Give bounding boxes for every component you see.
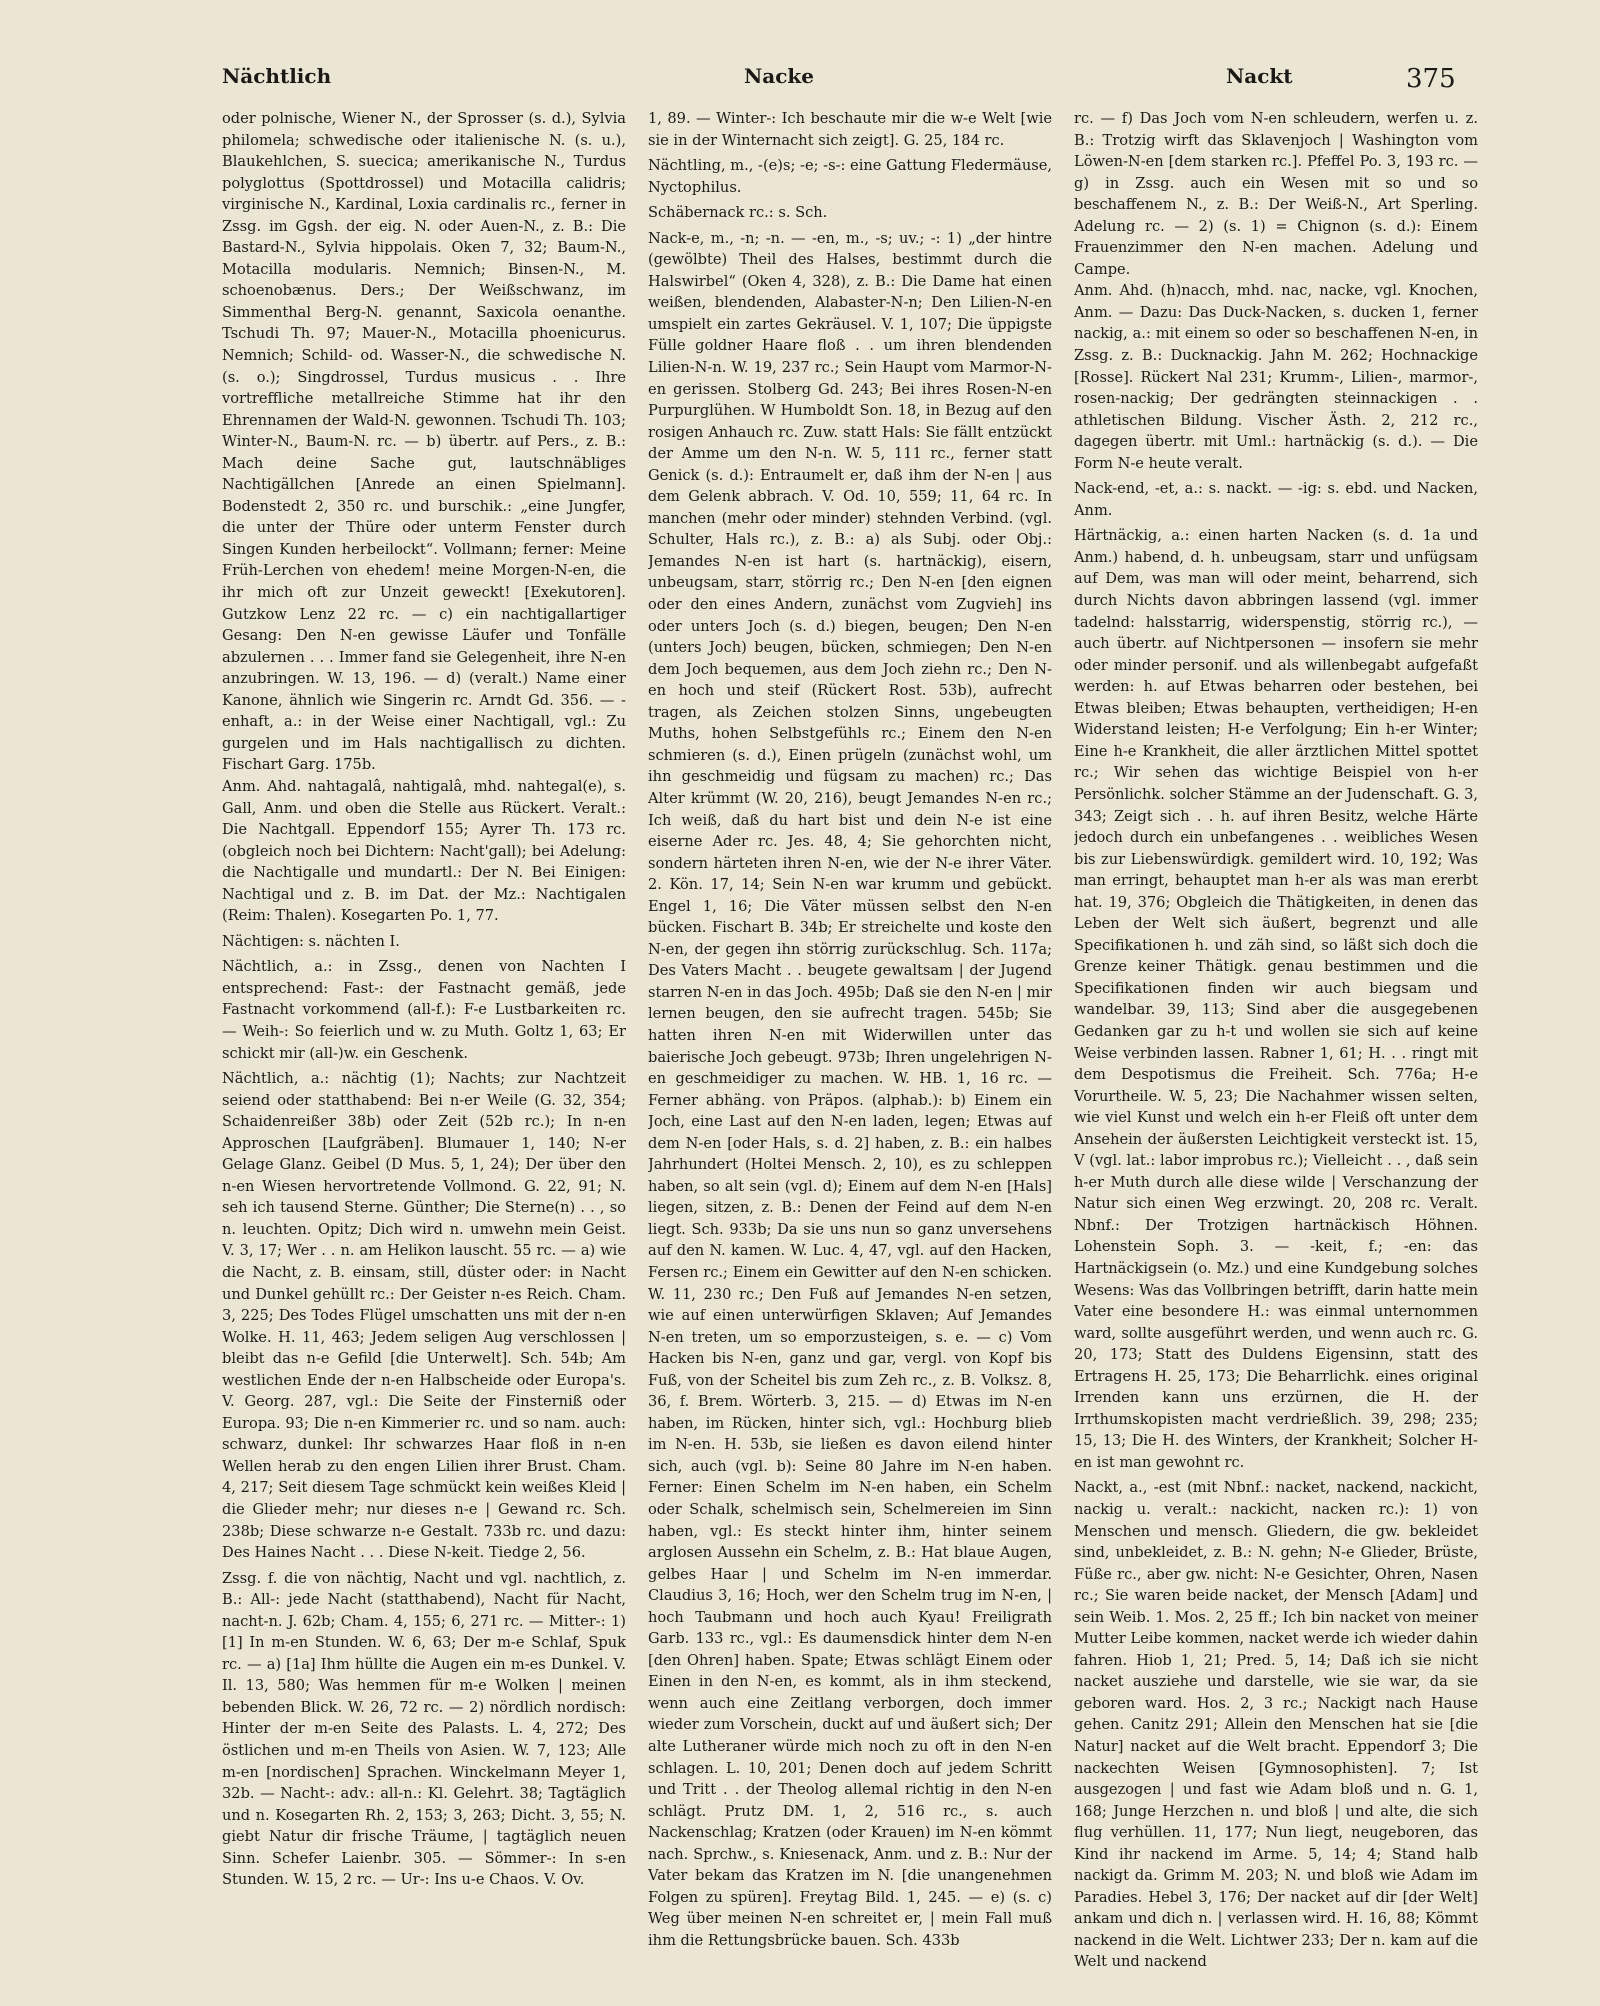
entry-continuation: oder polnische, Wiener N., der Sprosser (s. d.), Sylvia philomela; schwedische oder italienische N. (s. u.), Blaukehlchen, S. suecica; amerikanische N., Turdus polyglottus (Spottdrossel) und Motacilla calidris; virginische N., Kardinal, Loxia cardinalis rc., ferner in Zssg. im Ggsh. der eig. N. oder Auen-N., z. B.: Die Bastard-N., Sylvia hippolais. Oken 7, 32; Baum-N., Motacilla modularis. Nemnich; Binsen-N., M. schoenobænus. Ders.; Der Weißschwanz, im Simmenthal Berg-N. genannt, Saxicola oenanthe. Tschudi Th. 97; Mauer-N., Motacilla phoenicurus. Nemnich; Schild- od. Wasser-N., die schwedische N. (s. o.); Singdrossel, Turdus musicus . . Ihre vortreffliche metallreiche Stimme hat ihr den Ehrennamen der Wald-N. gewonnen. Tschudi Th. 103; Winter-N., Baum-N. rc. — b) übertr. auf Pers., z. B.: Mach deine Sache gut, lautschnäbliges Nachtigällchen [Anrede an einen Spielmann]. Bodenstedt 2, 350 rc. und burschik.: „eine Jungfer, die unter der Thüre oder unterm Fenster durch Singen Kunden herbeilockt“. Vollmann; ferner: Meine Früh-Lerchen von ehedem! meine Morgen-N-en, die ihr mich oft zur Unzeit geweckt! [Exekutoren]. Gutzkow Lenz 22 rc. — c) ein nachtigallartiger Gesang: Den N-en gewisse Läufer und Tonfälle abzulernen . . . Immer fand sie Gelegenheit, ihre N-en anzubringen. W. 13, 196. — d) (veralt.) Name einer Kanone, ähnlich wie Singerin rc. Arndt Gd. 356. — -enhaft, a.: in der Weise einer Nachtigall, vgl.: Zu gurgelen und im Hals nachtigallisch zu dichten. Fischart Garg. 175b. xyxy=(222,110,626,774)
dictionary-entry: Nächtigen: s. nächten I. xyxy=(222,932,400,950)
column-left xyxy=(222,108,626,1988)
entry-continuation: rc. — f) Das Joch vom N-en schleudern, werfen u. z. B.: Trotzig wirft das Sklavenjoch | Washington vom Löwen-N-en [dem starken rc.]. Pfeffel Po. 3, 193 rc. — g) in Zssg. auch ein Wesen mit so und so beschaffenem N., z. B.: Der Weiß-N., Art Sperling. Adelung rc. — 2) (s. 1) = Chignon (s. d.): Einem Frauenzimmer den N-en machen. Adelung und Campe. xyxy=(1074,110,1478,278)
column-right xyxy=(1074,108,1478,1988)
entry-continuation: Anm. Ahd. nahtagalâ, nahtigalâ, mhd. nahtegal(e), s. Gall, Anm. und oben die Stelle aus Rückert. Veralt.: Die Nachtgall. Eppendorf 155; Ayrer Th. 173 rc. (obgleich noch bei Dichtern: Nacht'gall); bei Adelung: die Nachtigalle und mundartl.: Der N. Bei Einigen: Nachtigal und z. B. im Dat. der Mz.: Nachtigalen (Reim: Thalen). Kosegarten Po. 1, 77. xyxy=(222,777,626,925)
entry-continuation: 1, 89. — Winter-: Ich beschaute mir die w-e Welt [wie sie in der Winternacht sich zeigt]. G. 25, 184 rc. xyxy=(648,110,1052,149)
page-number: 375 xyxy=(1406,64,1456,94)
dictionary-entry: Nächtlich, a.: in Zssg., denen von Nachten I entsprechend: Fast-: der Fastnacht gemäß, jede Fastnacht vorkommend (all-f.): F-e Lustbarkeiten rc. — Weih-: So feierlich und w. zu Muth. Goltz 1, 63; Er schickt mir (all-)w. ein Geschenk. xyxy=(222,958,626,1062)
dictionary-entry: Nackt, a., -est (mit Nbnf.: nacket, nackend, nackicht, nackig u. veralt.: nackicht, nacken rc.): 1) von Menschen und mensch. Gliedern, die gw. bekleidet sind, unbekleidet, z. B.: N. gehn; N-e Glieder, Brüste, Füße rc., aber gw. nicht: N-e Gesichter, Ohren, Nasen rc.; Sie waren beide nacket, der Mensch [Adam] und sein Weib. 1. Mos. 2, 25 ff.; Ich bin nacket von meiner Mutter Leibe kommen, nacket werde ich wieder dahin fahren. Hiob 1, 21; Pred. 5, 14; Daß ich sie nicht nacket ausziehe und darstelle, wie sie war, da sie geboren ward. Hos. 2, 3 rc.; Nackigt nach Hause gehen. Canitz 291; Allein den Menschen hat sie [die Natur] nacket auf die Welt bracht. Eppendorf 3; Die nackechten Weisen [Gymnosophisten]. 7; Ist ausgezogen | und fast wie Adam bloß und n. G. 1, 168; Junge Herzchen n. und bloß | und alte, die sich flug verhüllen. 11, 177; Nun liegt, neugeboren, das Kind ihr nackend im Arme. 5, 14; 4; Stand halb nackigt da. Grimm M. 203; N. und bloß wie Adam im Paradies. Hebel 3, 176; Der nacket auf dir [der Welt] ankam und dich n. | verlassen wird. H. 16, 88; Kömmt nackend in die Welt. Lichtwer 233; Der n. kam auf die Welt und nackend xyxy=(1074,1479,1478,1971)
running-head-left: Nächtlich xyxy=(222,64,332,88)
dictionary-entry: Härtnäckig, a.: einen harten Nacken (s. d. 1a und Anm.) habend, d. h. unbeugsam, starr und unfügsam auf Dem, was man will oder meint, beharrend, sich durch Nichts davon abbringen lassend (vgl. immer tadelnd: halsstarrig, widerspenstig, störrig rc.), — auch übertr. auf Nichtpersonen — insofern sie mehr oder minder personif. und als willenbegabt aufgefaßt werden: h. auf Etwas beharren oder bestehen, bei Etwas bleiben; Etwas behaupten, vertheidigen; H-en Widerstand leisten; H-e Verfolgung; Ein h-er Winter; Eine h-e Krankheit, die aller ärztlichen Mittel spottet rc.; Wir sehen das wichtige Beispiel von h-er Persönlichk. solcher Stämme an der Judenschaft. G. 3, 343; Zeigt sich . . h. auf ihren Besitz, welche Härte jedoch durch ein unbefangenes . . weibliches Wesen bis zur Liebenswürdigk. gemildert wird. 10, 192; Was man erringt, behauptet man h-er als was man ererbt hat. 19, 376; Obgleich die Thätigkeiten, in denen das Leben der Welt sich äußert, begrenzt und alle Specifikationen h. und zäh sind, so läßt sich doch die Grenze keiner Thätigk. genau bestimmen und die Specifikationen finden wir auch biegsam und wandelbar. 39, 113; Sind aber die ausgegebenen Gedanken gar zu h-t und wollen sie sich auf keine Weise verbinden lassen. Rabner 1, 61; H. . . ringt mit dem Despotismus die Freiheit. Sch. 776a; H-e Vorurtheile. W. 5, 23; Die Nachahmer wissen selten, wie viel Kunst und welch ein h-er Fleiß oft unter dem Ansehein der äußersten Leichtigkeit versteckt ist. 15, V (vgl. lat.: labor improbus rc.); Vielleicht . . , daß sein h-er Muth durch alle diese wilde | Verschanzung der Natur sich einen Weg erzwingt. 20, 208 rc. Veralt. Nbnf.: Der Trotzigen hartnäckisch Höhnen. Lohenstein Soph. 3. — -keit, f.; -en: das Hartnäckigsein (o. Mz.) und eine Kundgebung solches Wesens: Was das Vollbringen betrifft, darin hatte mein Vater eine besondere H.: was einmal unternommen ward, sollte ausgeführt werden, und wenn auch rc. G. 20, 173; Statt des Duldens Eigensinn, statt des Ertragens H. 25, 173; Die Beharrlichk. eines original Irrenden kann uns erzürnen, die H. der Irrthumskopisten macht verdrießlich. 39, 298; 235; 15, 13; Die H. des Winters, der Krankheit; Solcher H-en ist man gewohnt rc. xyxy=(1074,527,1478,1471)
running-head-center: Nacke xyxy=(744,64,814,88)
running-head xyxy=(222,58,1480,98)
running-head-right: Nackt xyxy=(1226,64,1293,88)
dictionary-entry: Zssg. f. die von nächtig, Nacht und vgl. nachtlich, z. B.: All-: jede Nacht (statthabend), Nacht für Nacht, nacht-n. J. 62b; Cham. 4, 155; 6, 271 rc. — Mitter-: 1) [1] In m-en Stunden. W. 6, 63; Der m-e Schlaf, Spuk rc. — a) [1a] Ihm hüllte die Augen ein m-es Dunkel. V. Il. 13, 580; Was hemmen für m-e Wolken | meinen bebenden Blick. W. 26, 72 rc. — 2) nördlich nordisch: Hinter der m-en Seite des Palasts. L. 4, 272; Des östlichen und m-en Theils von Asien. W. 7, 123; Alle m-en [nordischen] Sprachen. Winckelmann Meyer 1, 32b. — Nacht-: adv.: all-n.: Kl. Gelehrt. 38; Tagtäglich und n. Kosegarten Rh. 2, 153; 3, 263; Dicht. 3, 55; N. giebt Natur dir frische Träume, | tagtäglich neuen Sinn. Schefer Laienbr. 305. — Sömmer-: In s-en Stunden. W. 15, 2 rc. — Ur-: Ins u-e Chaos. V. Ov. xyxy=(222,1569,626,1889)
dictionary-entry: Schäbernack rc.: s. Sch. xyxy=(648,204,828,222)
column-middle xyxy=(648,108,1052,1988)
dictionary-entry: Nächtlich, a.: nächtig (1); Nachts; zur Nachtzeit seiend oder statthabend: Bei n-er Weile (G. 32, 354; Schaidenreißer 38b) oder Zeit (52b rc.); In n-en Approschen [Laufgräben]. Blumauer 1, 140; N-er Gelage Glanz. Geibel (D Mus. 5, 1, 24); Der über den n-en Wiesen hervortretende Vollmond. G. 22, 91; N. seh ich tausend Sterne. Günther; Die Sterne(n) . . , so n. leuchten. Opitz; Dich wird n. umwehn mein Geist. V. 3, 17; Wer . . n. am Helikon lauscht. 55 rc. — a) wie die Nacht, z. B. einsam, still, düster oder: in Nacht und Dunkel gehüllt rc.: Der Geister n-es Reich. Cham. 3, 225; Des Todes Flügel umschatten uns mit der n-en Wolke. H. 11, 463; Jedem seligen Aug verschlossen | bleibt das n-e Gefild [die Unterwelt]. Sch. 54b; Am westlichen Ende der n-en Halbscheide oder Europa's. V. Georg. 287, vgl.: Die Seite der Finsterniß oder Europa. 93; Die n-en Kimmerier rc. und so nam. auch: schwarz, dunkel: Ihr schwarzes Haar floß in n-en Wellen herab zu den engen Lilien ihrer Brust. Cham. 4, 217; Seit diesem Tage schmückt kein weißes Kleid | die Glieder mehr; nur dieses n-e | Gewand rc. Sch. 238b; Diese schwarze n-e Gestalt. 733b rc. und dazu: Des Haines Nacht . . . Diese N-keit. Tiedge 2, 56. xyxy=(222,1070,626,1562)
dictionary-entry: Nack-e, m., -n; -n. — -en, m., -s; uv.; -: 1) „der hintre (gewölbte) Theil des Halses, bestimmt durch die Halswirbel“ (Oken 4, 328), z. B.: Die Dame hat einen weißen, blendenden, Alabaster-N-n; Den Lilien-N-en umspielt ein zartes Gekräusel. V. 1, 107; Die üppigste Fülle goldner Haare floß . . um ihren blendenden Lilien-N-n. W. 19, 237 rc.; Sein Haupt vom Marmor-N-en gerissen. Stolberg Gd. 243; Bei ihres Rosen-N-en Purpurglühen. W Humboldt Son. 18, in Bezug auf den rosigen Anhauch rc. Zuw. statt Hals: Sie fällt entzückt der Amme um den N-n. W. 5, 111 rc., ferner statt Genick (s. d.): Entraumelt er, daß ihm der N-en | aus dem Gelenk abbrach. V. Od. 10, 559; 11, 64 rc. In manchen (mehr oder minder) stehnden Verbind. (vgl. Schulter, Hals rc.), z. B.: a) als Subj. oder Obj.: Jemandes N-en ist hart (s. hartnäckig), eisern, unbeugsam, starr, störrig rc.; Den N-en [den eignen oder den eines Andern, zunächst vom Zugvieh] ins oder unters Joch (s. d.) biegen, beugen; Den N-en (unters Joch) beugen, bücken, schmiegen; Den N-en dem Joch bequemen, aus dem Joch ziehn rc.; Den N-en hoch und steif (Rückert Rost. 53b), aufrecht tragen, als Zeichen stolzen Sinns, ungebeugten Muths, hohen Selbstgefühls rc.; Einem den N-en schmieren (s. d.), Einen prügeln (zunächst wohl, um ihn geschmeidig und fügsam zu machen) rc.; Das Alter krümmt (W. 20, 216), beugt Jemandes N-en rc.; Ich weiß, daß du hart bist und dein N-e ist eine eiserne Ader rc. Jes. 48, 4; Sie gehorchten nicht, sondern härteten ihren N-en, wie der N-e ihrer Väter. 2. Kön. 17, 14; Sein N-en war krumm und gebückt. Engel 1, 16; Die Väter müssen selbst den N-en bücken. Fischart B. 34b; Er streichelte und koste den N-en, der gegen ihn störrig zurückschlug. Sch. 117a; Des Vaters Macht . . beugete gewaltsam | der Jugend starren N-en in das Joch. 495b; Daß sie den N-en | mir lernen beugen, den sie aufrecht tragen. 545b; Sie hatten ihren N-en mit Widerwillen unter das baierische Joch gebeugt. 973b; Ihren ungelehrigen N-en geschmeidiger zu machen. W. HB. 1, 16 rc. — Ferner abhäng. von Präpos. (alphab.): b) Einem ein Joch, eine Last auf den N-en laden, legen; Etwas auf dem N-en [oder Hals, s. d. 2] haben, z. B.: ein halbes Jahrhundert (Holtei Mensch. 2, 10), es zu schleppen haben, so alt sein (vgl. d); Einem auf dem N-en [Hals] liegen, sitzen, z. B.: Denen der Feind auf dem N-en liegt. Sch. 933b; Da sie uns nun so ganz unversehens auf den N. kamen. W. Luc. 4, 47, vgl. auf den Hacken, Fersen rc.; Einem ein Gewitter auf den N-en schicken. W. 11, 230 rc.; Den Fuß auf Jemandes N-en setzen, wie auf einen unterwürfigen Sklaven; Auf Jemandes N-en treten, um so emporzusteigen, s. e. — c) Vom Hacken bis N-en, ganz und gar, vergl. von Kopf bis Fuß, von der Scheitel bis zum Zeh rc., z. B. Volksz. 8, 36, f. Brem. Wörterb. 3, 215. — d) Etwas im N-en haben, im Rücken, hinter sich, vgl.: Hochburg blieb im N-en. H. 53b, sie ließen es davon eilend hinter sich, auch (vgl. b): Seine 80 Jahre im N-en haben. Ferner: Einen Schelm im N-en haben, ein Schelm oder Schalk, schelmisch sein, Schelmereien im Sinn haben, vgl.: Es steckt hinter ihm, hinter seinem arglosen Aussehn ein Schelm, z. B.: Hat blaue Augen, gelbes Haar | und Schelm im N-en immerdar. Claudius 3, 16; Hoch, wer den Schelm trug im N-en, | hoch Taubmann und hoch auch Kyau! Freiligrath Garb. 133 rc., vgl.: Es daumensdick hinter dem N-en [den Ohren] haben. Spate; Etwas schlägt Einem oder Einen in den N-en, es kommt, als in ihm steckend, wenn auch eine Zeitlang verborgen, doch immer wieder zum Vorschein, duckt auf und äußert sich; Der alte Lutheraner würde mich noch zu oft in den N-en schlagen. L. 10, 201; Denen doch auf jedem Schritt und Tritt . . der Theolog allemal richtig in den N-en schlägt. Prutz DM. 1, 2, 516 rc., s. auch Nackenschlag; Kratzen (oder Krauen) im N-en kömmt nach. Sprchw., s. Kniesenack, Anm. und z. B.: Nur der Vater bekam das Kratzen im N. [die unangenehmen Folgen zu spüren]. Freytag Bild. 1, 245. — e) (s. c) Weg über meinen N-en schreitet er, | mein Fall muß ihm die Rettungsbrücke bauen. Sch. 433b xyxy=(648,229,1052,1949)
dictionary-entry: Nächtling, m., -(e)s; -e; -s-: eine Gattung Fledermäuse, Nyctophilus. xyxy=(648,157,1052,196)
dictionary-entry: Nack-end, -et, a.: s. nackt. — -ig: s. ebd. und Nacken, Anm. xyxy=(1074,480,1478,519)
text-columns xyxy=(222,108,1480,1988)
entry-continuation: Anm. Ahd. (h)nacch, mhd. nac, nacke, vgl. Knochen, Anm. — Dazu: Das Duck-Nacken, s. ducken 1, ferner nackig, a.: mit einem so oder so beschaffenen N-en, in Zssg. z. B.: Ducknackig. Jahn M. 262; Hochnackige [Rosse]. Rückert Nal 231; Krumm-, Lilien-, marmor-, rosen-nackig; Der gedrängten steinnackigen . . athletischen Bildung. Vischer Ästh. 2, 212 rc., dagegen übertr. mit Uml.: hartnäckig (s. d.). — Die Form N-e heute veralt. xyxy=(1074,282,1478,472)
